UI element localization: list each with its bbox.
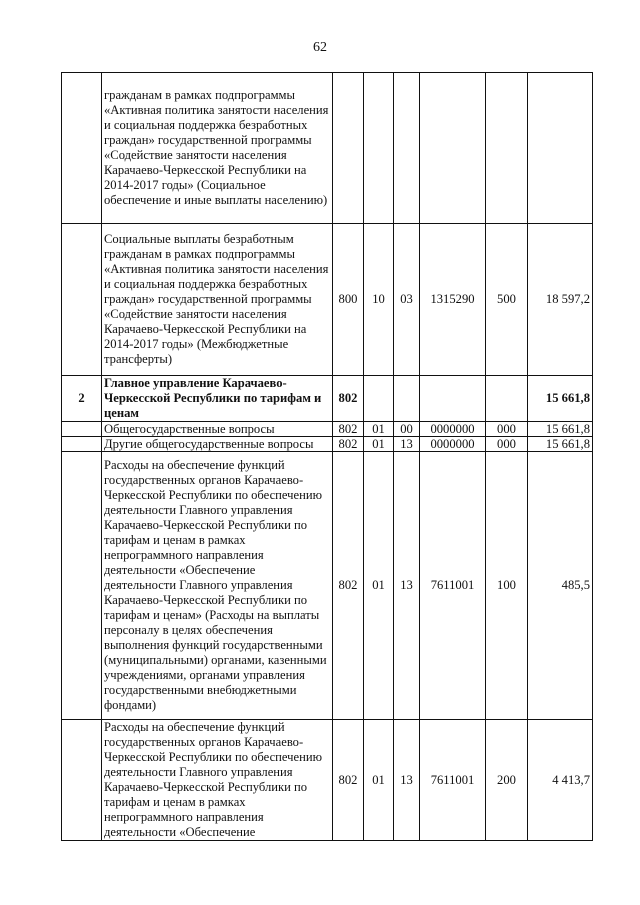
table-row bbox=[62, 73, 593, 224]
expense-name-cell: гражданам в рамках подпрограммы «Активная политика занятости населения и социальная поддержка безработных граждан» государственной программы «Содействие занятости населения Карачаево-Черкесской Республики на 2014-2017 годы» (Социальное обеспечение и иные выплаты населению) bbox=[102, 73, 333, 224]
subsection-code-cell: 13 bbox=[394, 452, 420, 720]
target-article-cell bbox=[420, 73, 486, 224]
expense-type-cell bbox=[486, 376, 528, 422]
amount-cell: 4 413,7 bbox=[528, 720, 593, 841]
subsection-code-cell: 00 bbox=[394, 422, 420, 437]
section-code-cell: 01 bbox=[364, 422, 394, 437]
expense-name-cell: Другие общегосударственные вопросы bbox=[102, 437, 333, 452]
amount-cell bbox=[528, 73, 593, 224]
expense-type-cell: 100 bbox=[486, 452, 528, 720]
ministry-code-cell: 802 bbox=[333, 422, 364, 437]
ministry-code-cell: 802 bbox=[333, 376, 364, 422]
subsection-code-cell: 13 bbox=[394, 437, 420, 452]
section-code-cell: 01 bbox=[364, 720, 394, 841]
expense-name-cell: Расходы на обеспечение функций государственных органов Карачаево-Черкесской Республики по обеспечению деятельности Главного управления Карачаево-Черкесской Республики по тарифам и ценам в рамках непрограммного направления деятельности «Обеспечение деятельности Главного управления Карачаево-Черкесской Республики по тарифам и ценам» (Расходы на выплаты персоналу в целях обеспечения выполнения функций государственными (муниципальными) органами, казенными учреждениями, органами управления государственными внебюджетными фондами) bbox=[102, 452, 333, 720]
row-number-cell bbox=[62, 452, 102, 720]
ministry-code-cell: 800 bbox=[333, 224, 364, 376]
expense-type-cell bbox=[486, 73, 528, 224]
expense-name-cell: Расходы на обеспечение функций государственных органов Карачаево-Черкесской Республики по обеспечению деятельности Главного управления Карачаево-Черкесской Республики по тарифам и ценам в рамках непрограммного направления деятельности «Обеспечение bbox=[102, 720, 333, 841]
table-row bbox=[62, 437, 593, 452]
table-row bbox=[62, 452, 593, 720]
target-article-cell: 0000000 bbox=[420, 422, 486, 437]
target-article-cell: 7611001 bbox=[420, 720, 486, 841]
table-row bbox=[62, 224, 593, 376]
row-number-cell bbox=[62, 224, 102, 376]
amount-cell: 18 597,2 bbox=[528, 224, 593, 376]
subsection-code-cell bbox=[394, 376, 420, 422]
row-number-cell bbox=[62, 720, 102, 841]
amount-cell: 15 661,8 bbox=[528, 376, 593, 422]
section-code-cell bbox=[364, 376, 394, 422]
expense-type-cell: 200 bbox=[486, 720, 528, 841]
expense-type-cell: 000 bbox=[486, 437, 528, 452]
ministry-code-cell bbox=[333, 73, 364, 224]
ministry-code-cell: 802 bbox=[333, 720, 364, 841]
ministry-code-cell: 802 bbox=[333, 437, 364, 452]
table-row bbox=[62, 376, 593, 422]
expense-name-cell: Главное управление Карачаево-Черкесской Республики по тарифам и ценам bbox=[102, 376, 333, 422]
subsection-code-cell bbox=[394, 73, 420, 224]
row-number-cell bbox=[62, 437, 102, 452]
expense-type-cell: 500 bbox=[486, 224, 528, 376]
expense-name-cell: Социальные выплаты безработным гражданам в рамках подпрограммы «Активная политика занятости населения и социальная поддержка безработных граждан» государственной программы «Содействие занятости населения Карачаево-Черкесской Республики на 2014-2017 годы» (Межбюджетные трансферты) bbox=[102, 224, 333, 376]
subsection-code-cell: 03 bbox=[394, 224, 420, 376]
row-number-cell: 2 bbox=[62, 376, 102, 422]
table-row bbox=[62, 720, 593, 841]
row-number-cell bbox=[62, 73, 102, 224]
budget-table bbox=[61, 72, 593, 841]
page-number: 62 bbox=[313, 40, 327, 55]
amount-cell: 485,5 bbox=[528, 452, 593, 720]
amount-cell: 15 661,8 bbox=[528, 422, 593, 437]
section-code-cell: 01 bbox=[364, 437, 394, 452]
amount-cell: 15 661,8 bbox=[528, 437, 593, 452]
target-article-cell bbox=[420, 376, 486, 422]
ministry-code-cell: 802 bbox=[333, 452, 364, 720]
target-article-cell: 7611001 bbox=[420, 452, 486, 720]
section-code-cell: 01 bbox=[364, 452, 394, 720]
row-number-cell bbox=[62, 422, 102, 437]
target-article-cell: 0000000 bbox=[420, 437, 486, 452]
target-article-cell: 1315290 bbox=[420, 224, 486, 376]
expense-type-cell: 000 bbox=[486, 422, 528, 437]
section-code-cell bbox=[364, 73, 394, 224]
expense-name-cell: Общегосударственные вопросы bbox=[102, 422, 333, 437]
subsection-code-cell: 13 bbox=[394, 720, 420, 841]
table-row bbox=[62, 422, 593, 437]
section-code-cell: 10 bbox=[364, 224, 394, 376]
